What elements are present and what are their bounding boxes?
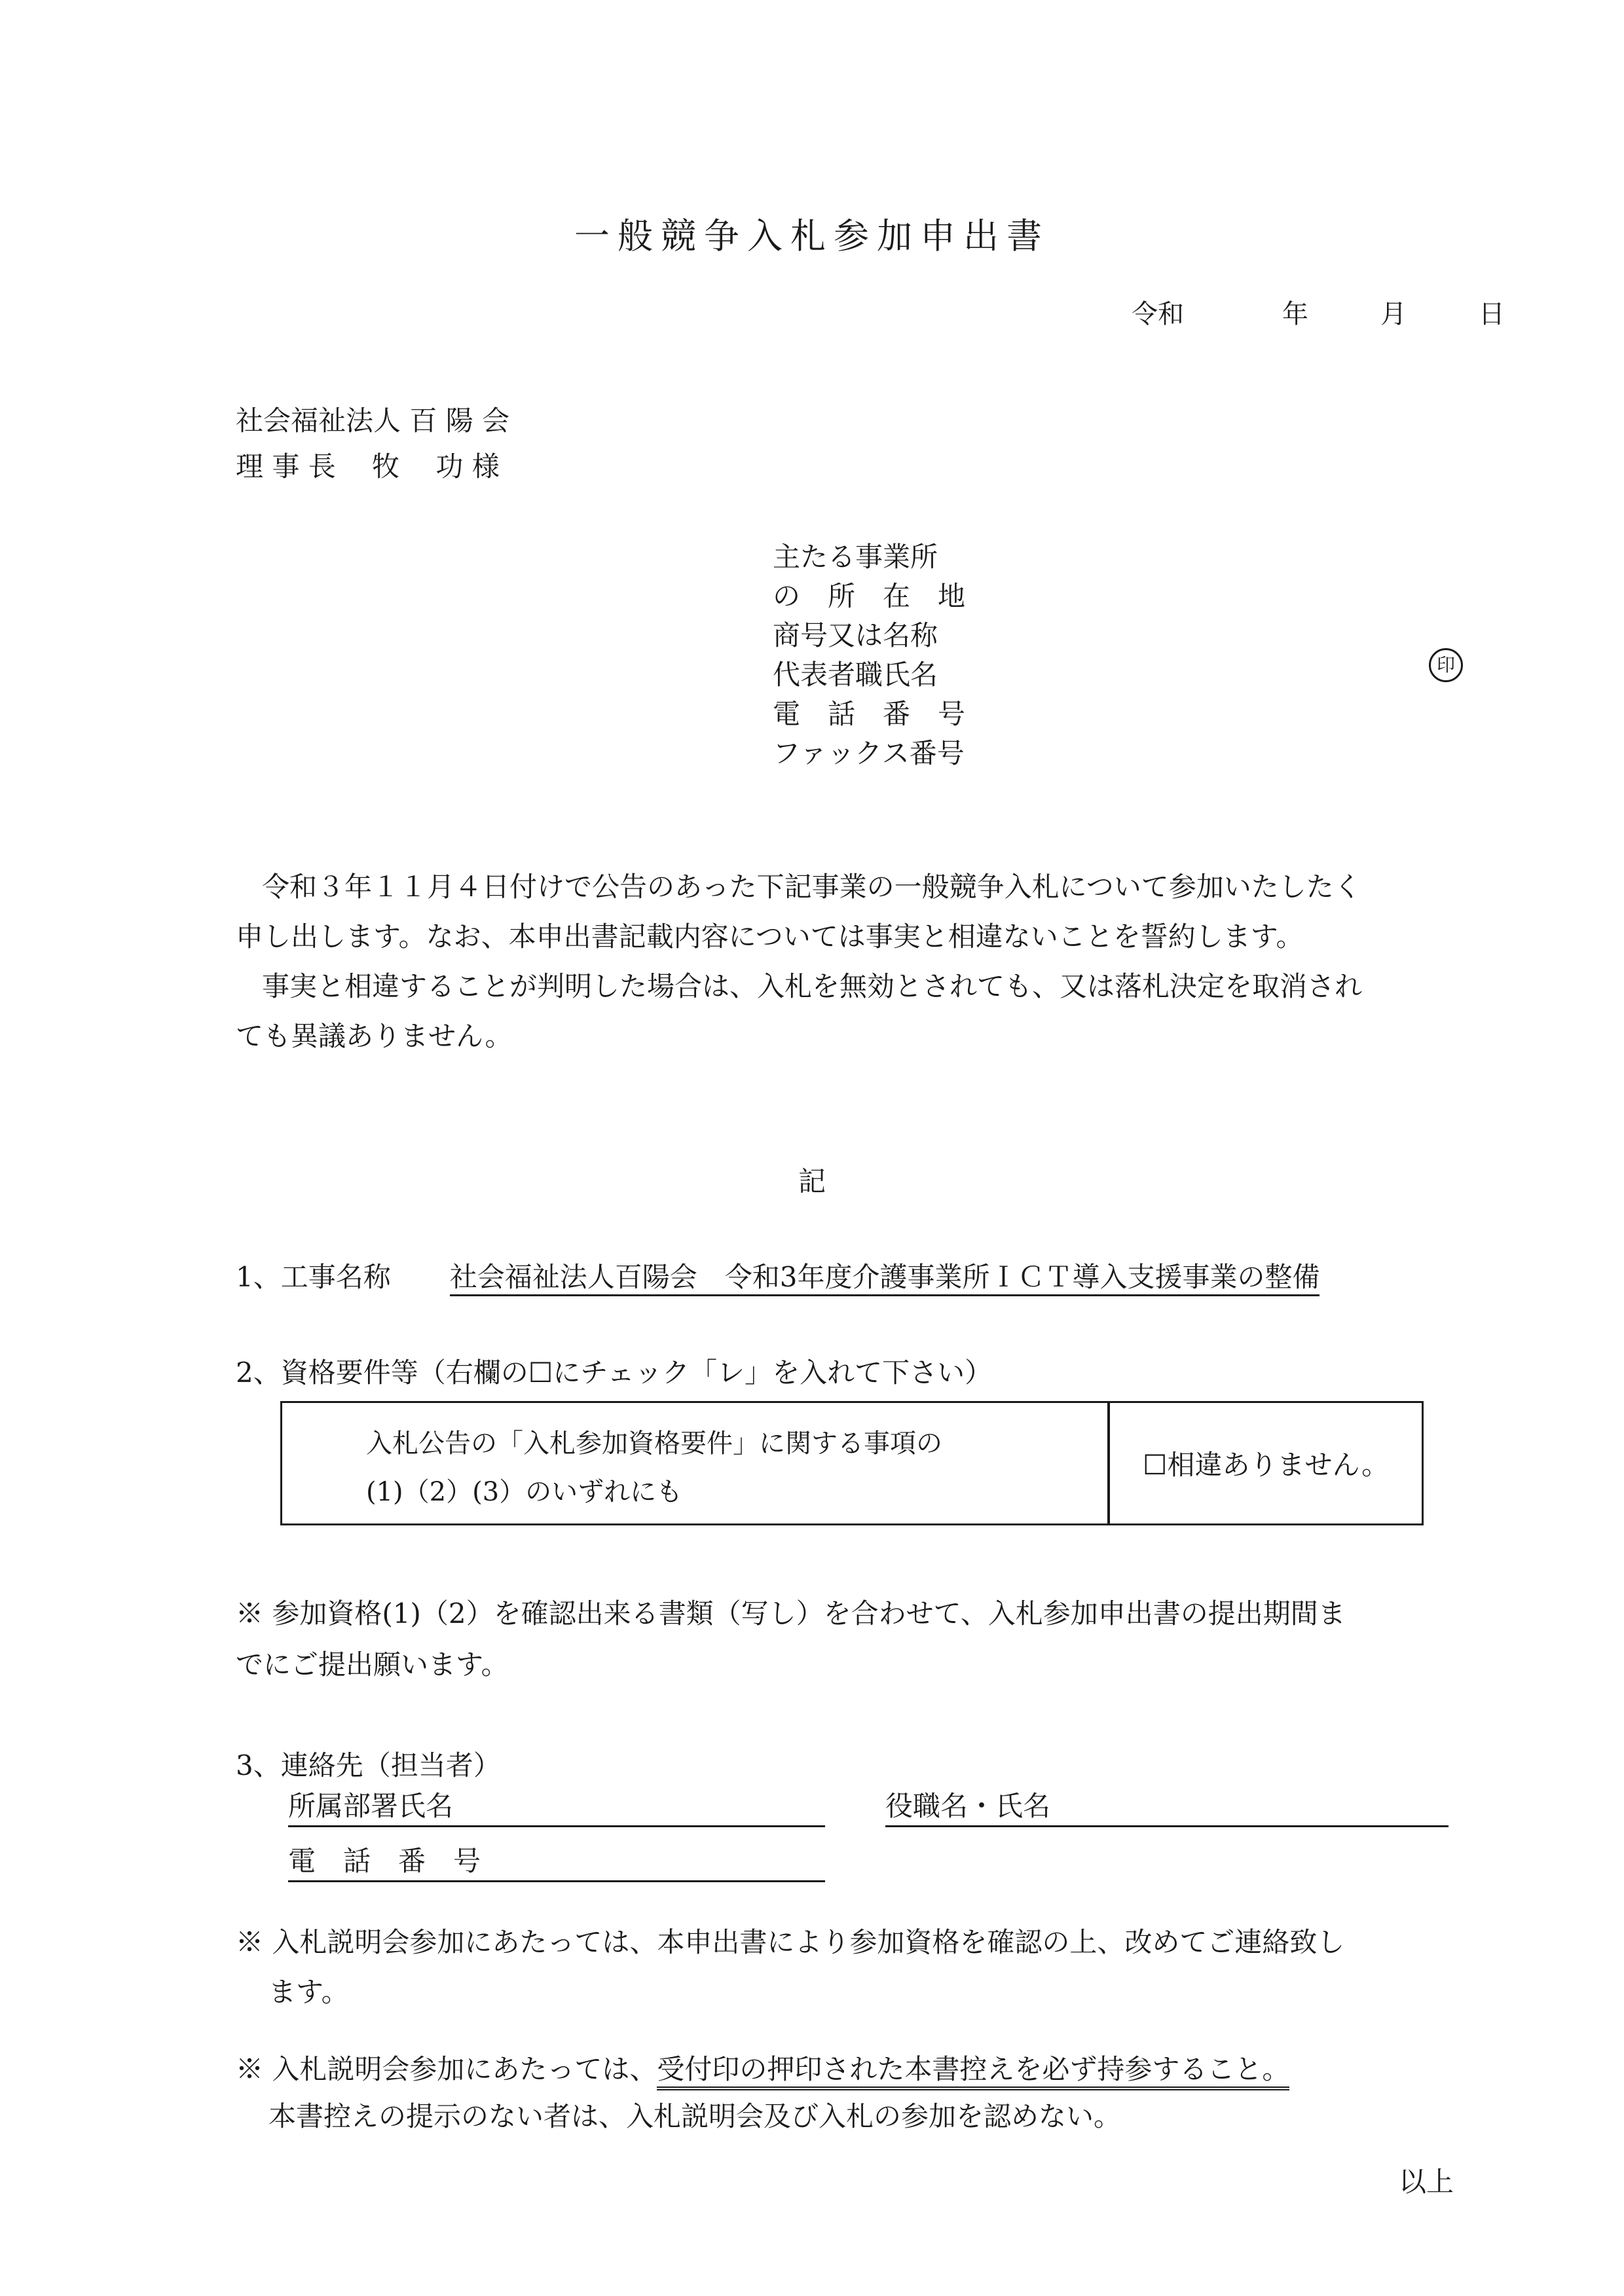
contact-position-underline[interactable] — [885, 1793, 1449, 1827]
date-month: 月 — [1380, 299, 1407, 329]
date-line — [1132, 293, 1505, 331]
note2-line-2: ます。 — [268, 1976, 349, 2008]
date-day: 日 — [1479, 299, 1505, 329]
item1-row — [236, 1256, 1320, 1295]
item1-label: 1、工事名称 — [236, 1261, 391, 1293]
applicant-label-representative: 代表者職氏名 — [773, 659, 938, 691]
closing-text: 以上 — [1399, 2166, 1454, 2198]
note3-prefix: ※ 入札説明会参加にあたっては、 — [236, 2053, 657, 2085]
seal-mark: 印 — [1429, 648, 1463, 682]
applicant-label-office: 主たる事業所 — [773, 541, 938, 573]
contact-position-label: 役職名・氏名 — [885, 1790, 1051, 1822]
note3-line-2: 本書控えの提示のない者は、入札説明会及び入札の参加を認めない。 — [268, 2100, 1122, 2132]
body-paragraph-2-line-2: ても異議ありません。 — [236, 1020, 513, 1052]
body-paragraph-2-line-1: 事実と相違することが判明した場合は、入札を無効とされても、又は落札決定を取消され — [262, 970, 1363, 1002]
item1-project-name: 社会福祉法人百陽会 令和3年度介護事業所ＩＣＴ導入支援事業の整備 — [450, 1261, 1320, 1296]
date-era: 令和 — [1132, 299, 1184, 329]
note1-line-2: でにご提出願います。 — [236, 1649, 509, 1681]
contact-phone-label: 電 話 番 号 — [288, 1845, 481, 1877]
note1-line-1: ※ 参加資格(1)（2）を確認出来る書類（写し）を合わせて、入札参加申出書の提出期間ま — [236, 1597, 1346, 1630]
note3-emphasis: 受付印の押印された本書控えを必ず持参すること。 — [657, 2053, 1289, 2090]
contact-department-underline[interactable] — [288, 1793, 825, 1827]
item2-label: 2、資格要件等（右欄の☐にチェック「レ」を入れて下さい） — [236, 1357, 993, 1389]
contact-phone-underline[interactable] — [288, 1848, 825, 1882]
addressee-org: 社会福祉法人 百 陽 会 — [236, 405, 510, 437]
ki-heading: 記 — [798, 1165, 826, 1197]
date-year: 年 — [1282, 299, 1308, 329]
applicant-label-location: の 所 在 地 — [773, 580, 966, 612]
applicant-label-phone: 電 話 番 号 — [773, 698, 966, 730]
document-title: 一般競争入札参加申出書 — [574, 215, 1050, 257]
body-paragraph-1-line-2: 申し出します。なお、本申出書記載内容については事実と相違ないことを誓約します。 — [236, 920, 1304, 953]
qualification-checkbox[interactable]: ☐相違ありません。 — [1142, 1449, 1390, 1481]
applicant-label-company: 商号又は名称 — [773, 619, 938, 651]
qualification-condition-line-2: (1)（2）(3）のいずれにも — [366, 1477, 683, 1507]
item3-label: 3、連絡先（担当者） — [236, 1749, 501, 1781]
qualification-condition-cell — [282, 1403, 1110, 1523]
note2-line-1: ※ 入札説明会参加にあたっては、本申出書により参加資格を確認の上、改めてご連絡致し — [236, 1926, 1345, 1958]
applicant-label-fax: ファックス番号 — [773, 737, 965, 769]
note3-line-1 — [236, 2048, 1289, 2087]
qualification-table — [280, 1401, 1424, 1525]
addressee-person: 理 事 長 牧 功 様 — [236, 450, 500, 483]
qualification-condition-line-1: 入札公告の「入札参加資格要件」に関する事項の — [366, 1429, 942, 1459]
body-paragraph-1-line-1: 令和３年１１月４日付けで公告のあった下記事業の一般競争入札について参加いたしたく — [262, 871, 1361, 903]
contact-department-label: 所属部署氏名 — [288, 1790, 454, 1822]
